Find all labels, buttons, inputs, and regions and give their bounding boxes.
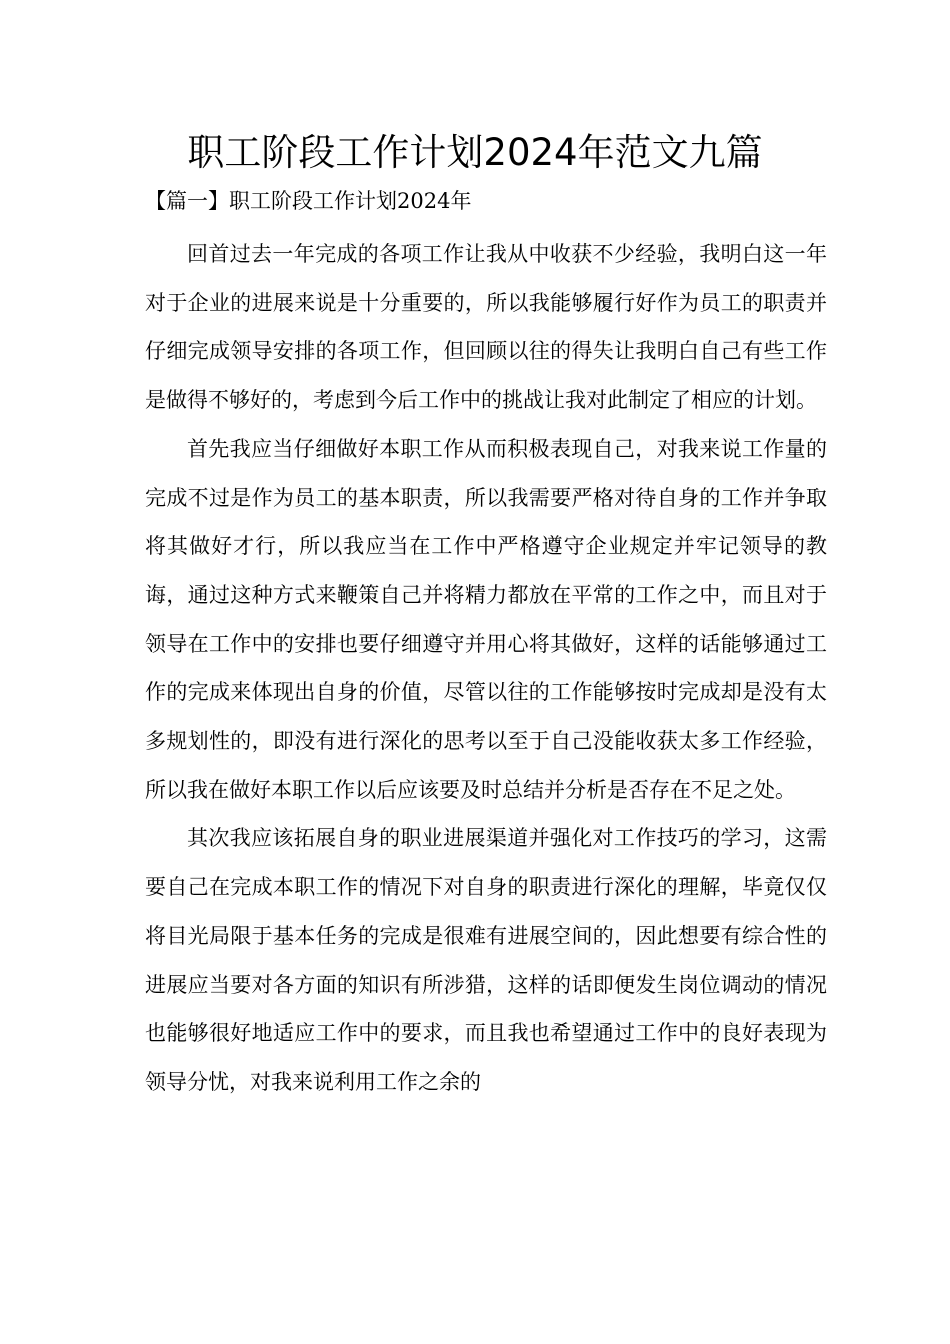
paragraph-3: 其次我应该拓展自身的职业进展渠道并强化对工作技巧的学习，这需要自己在完成本职工作的情况下对自身的职责进行深化的理解，毕竟仅仅将目光局限于基本任务的完成是很难有进展空间的，因此想要有综合性的进展应当要对各方面的知识有所涉猎，这样的话即便发生岗位调动的情况也能够很好地适应工作中的要求，而且我也希望通过工作中的良好表现为领导分忧，对我来说利用工作之余的	[145, 826, 827, 1094]
paragraph-2: 首先我应当仔细做好本职工作从而积极表现自己，对我来说工作量的完成不过是作为员工的基本职责，所以我需要严格对待自身的工作并争取将其做好才行，所以我应当在工作中严格遵守企业规定并牢记领导的教诲，通过这种方式来鞭策自己并将精力都放在平常的工作之中，而且对于领导在工作中的安排也要仔细遵守并用心将其做好，这样的话能够通过工作的完成来体现出自身的价值，尽管以往的工作能够按时完成却是没有太多规划性的，即没有进行深化的思考以至于自己没能收获太多工作经验，所以我在做好本职工作以后应该要及时总结并分析是否存在不足之处。	[145, 436, 827, 802]
document-body	[145, 230, 827, 1107]
section-heading: 【篇一】职工阶段工作计划2024年	[145, 189, 472, 213]
paragraph-1: 回首过去一年完成的各项工作让我从中收获不少经验，我明白这一年对于企业的进展来说是十分重要的，所以我能够履行好作为员工的职责并仔细完成领导安排的各项工作，但回顾以往的得失让我明白自己有些工作是做得不够好的，考虑到今后工作中的挑战让我对此制定了相应的计划。	[145, 242, 827, 413]
document-title: 职工阶段工作计划2024年范文九篇	[187, 131, 763, 174]
